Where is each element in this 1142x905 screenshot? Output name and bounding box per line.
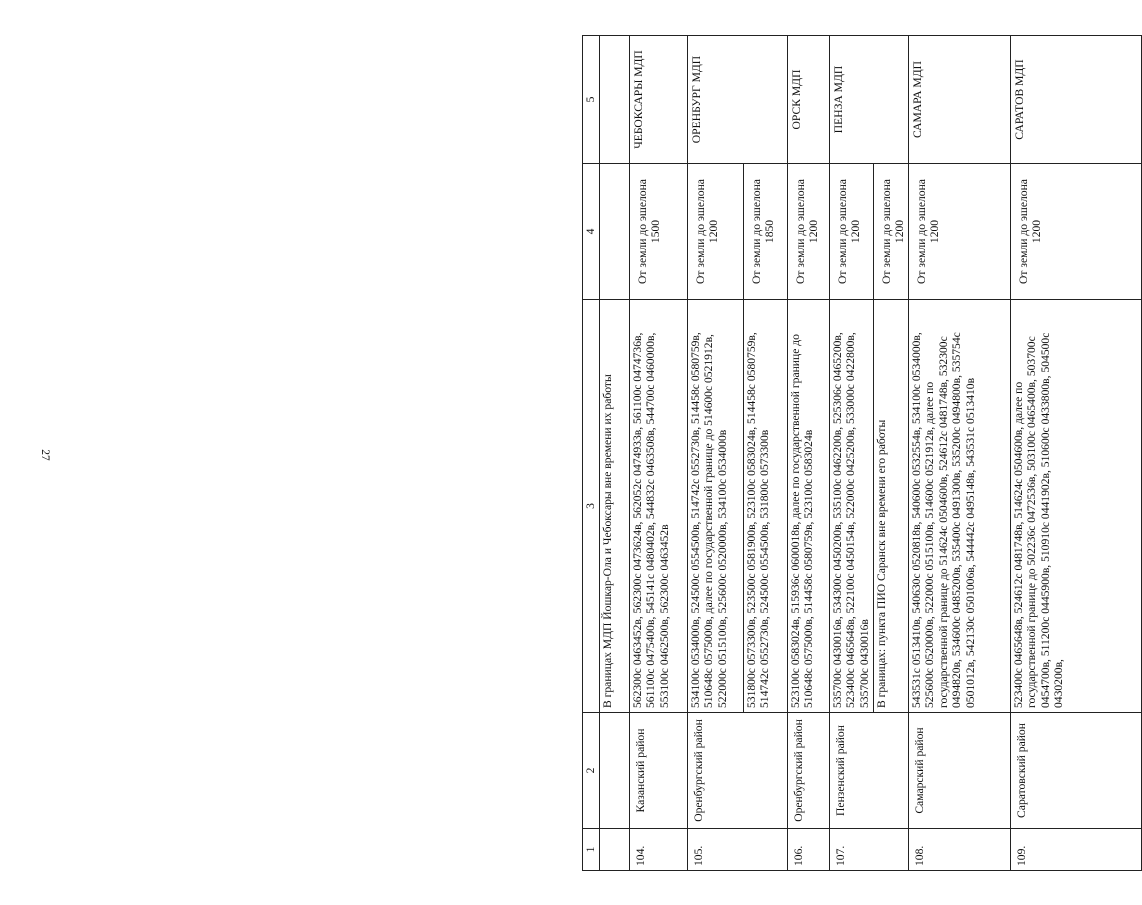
altitude-range: От земли до эшелона 1200 bbox=[1010, 164, 1141, 300]
route-coordinates-2: В границах: пункта ПИО Саранск вне времени его работы bbox=[874, 300, 909, 713]
col-header-4: 4 bbox=[583, 164, 600, 300]
table-row bbox=[688, 36, 744, 871]
route-coordinates: 562300с 0463452в, 562300с 0473624в, 562052с 0474933в, 561100с 0474736в, 561100с 0475400в, 545141с 0480402в, 544832с 0463508в, 544700с 0460000в, 553100с 0462500в, 562300с 0463452в bbox=[630, 300, 688, 713]
district-name: Казанский район bbox=[630, 713, 688, 829]
row-number: 108. bbox=[908, 829, 1010, 871]
route-coordinates: 543531с 0513410в, 540630с 0520818в, 540600с 0532554в, 534100с 0534000в, 525600с 0520000в, 522000с 0515100в, 514600с 0521912в, далее по государственной границе до 514624с 0504600в, 524612с 0481748в, 532300с 0494820в, 534600с 0485200в, 535400с 0491300в, 535200с 0494800в, 535754с 0501012в, 542130с 0501006в, 544442с 0495148в, 543531с 0513410в bbox=[908, 300, 1010, 713]
route-coordinates: 534100с 0534000в, 524500с 0554500в, 514742с 0552730в, 514458с 0580759в, 510648с 0575000в, далее по государственной границе до 514600с 0521912в, 522000с 0515100в, 525600с 0520000в, 534100с 0534000в bbox=[688, 300, 744, 713]
control-unit: САРАТОВ МДП bbox=[1010, 36, 1141, 164]
altitude-range: От земли до эшелона 1200 bbox=[788, 164, 830, 300]
col-header-3: 3 bbox=[583, 300, 600, 713]
district-name: Саратовский район bbox=[1010, 713, 1141, 829]
control-unit: ПЕНЗА МДП bbox=[830, 36, 909, 164]
airspace-table bbox=[582, 35, 1142, 871]
row-number: 105. bbox=[688, 829, 788, 871]
district-name: Оренбургский район bbox=[688, 713, 788, 829]
altitude-range: От земли до эшелона 1500 bbox=[630, 164, 688, 300]
altitude-range: От земли до эшелона 1200 bbox=[688, 164, 744, 300]
col-header-2: 2 bbox=[583, 713, 600, 829]
intro-text: В границах МДП Йошкар-Ола и Чебоксары вне времени их работы bbox=[600, 300, 630, 713]
row-number: 107. bbox=[830, 829, 909, 871]
district-name: Пензенский район bbox=[830, 713, 909, 829]
col-header-1: 1 bbox=[583, 829, 600, 871]
page-number: 27 bbox=[39, 449, 51, 461]
intro-row bbox=[600, 36, 630, 871]
altitude-range: От земли до эшелона 1200 bbox=[908, 164, 1010, 300]
table-row bbox=[908, 36, 1010, 871]
table-row bbox=[830, 36, 874, 871]
altitude-range: От земли до эшелона 1200 bbox=[830, 164, 874, 300]
rotated-table-container bbox=[582, 36, 1142, 871]
altitude-range-2: От земли до эшелона 1850 bbox=[744, 164, 788, 300]
table-row bbox=[788, 36, 830, 871]
district-name: Оренбургский район bbox=[788, 713, 830, 829]
table-row bbox=[1010, 36, 1141, 871]
route-coordinates: 535700с 0430016в, 534300с 0450200в, 535100с 0462200в, 525306с 0465200в, 523400с 0465648в, 522100с 0450154в, 522000с 0425200в, 533000с 0422800в, 535700с 0430016в bbox=[830, 300, 874, 713]
control-unit: САМАРА МДП bbox=[908, 36, 1010, 164]
control-unit: ОРСК МДП bbox=[788, 36, 830, 164]
table-row bbox=[630, 36, 688, 871]
route-coordinates: 523400с 0465648в, 524612с 0481748в, 514624с 0504600в, далее по государственной границе до 502236с 0472536в, 503100с 0465400в, 503700с 0454700в, 511200с 0445900в, 510910с 0441902в, 510600с 0433800в, 504500с 0430200в, bbox=[1010, 300, 1141, 713]
header-row bbox=[583, 36, 600, 871]
row-number: 109. bbox=[1010, 829, 1141, 871]
control-unit: ОРЕНБУРГ МДП bbox=[688, 36, 788, 164]
col-header-5: 5 bbox=[583, 36, 600, 164]
route-coordinates: 523100с 0583024в, 515936с 0600018в, далее по государственной границе до 510648с 0575000в, 514458с 0580759в, 523100с 0583024в bbox=[788, 300, 830, 713]
altitude-range-2: От земли до эшелона 1200 bbox=[874, 164, 909, 300]
row-number: 106. bbox=[788, 829, 830, 871]
district-name: Самарский район bbox=[908, 713, 1010, 829]
row-number: 104. bbox=[630, 829, 688, 871]
route-coordinates-2: 531800с 0573300в, 523500с 0581900в, 523100с 0583024в, 514458с 0580759в, 514742с 0552730в, 524500с 0554500в, 531800с 0573300в bbox=[744, 300, 788, 713]
control-unit: ЧЕБОКСАРЫ МДП bbox=[630, 36, 688, 164]
